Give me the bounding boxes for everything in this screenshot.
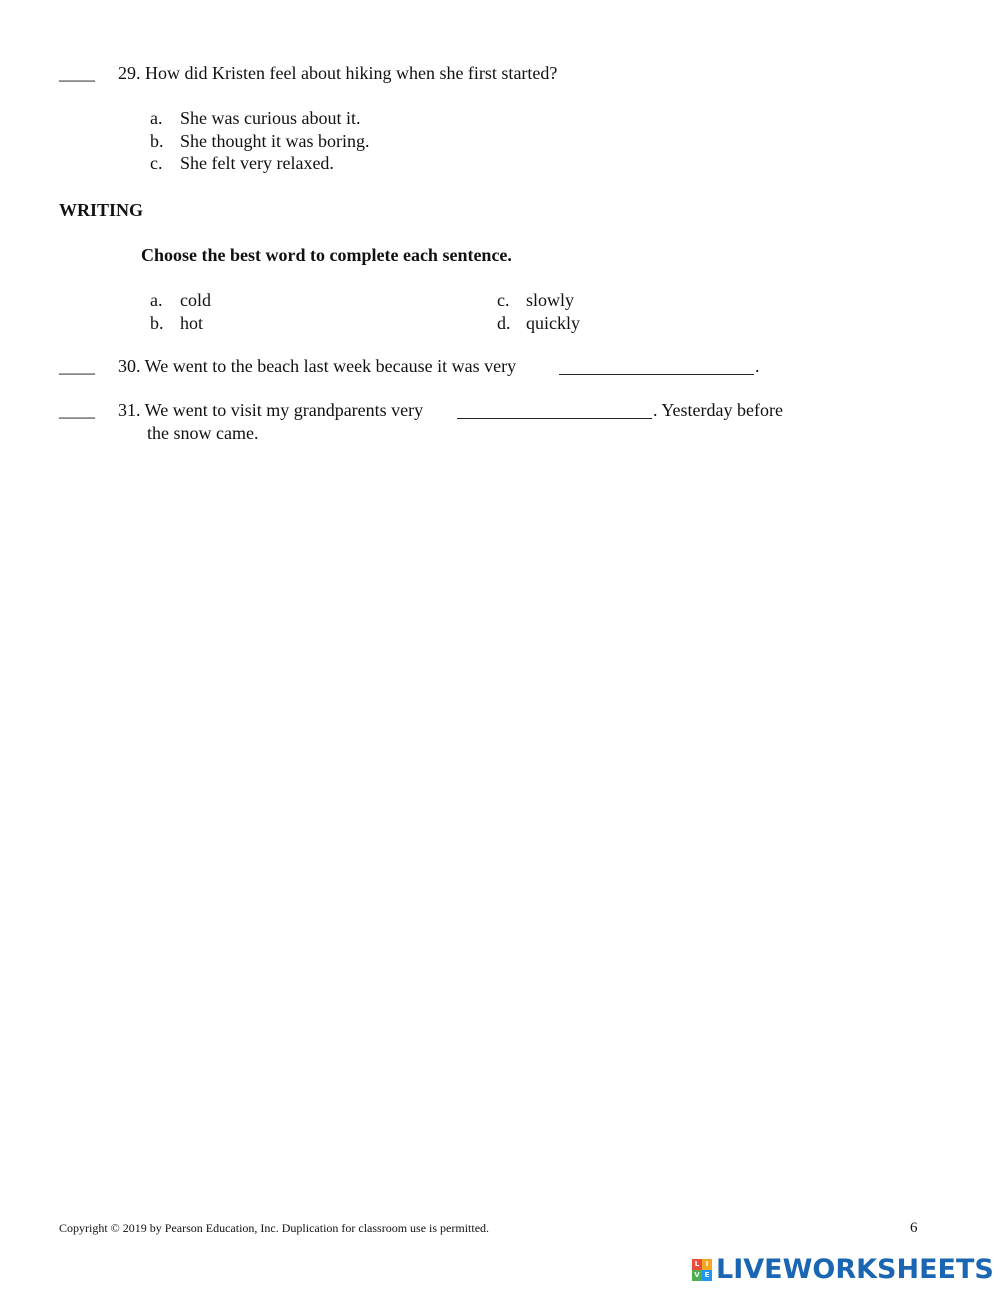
- option-29-a-text: She was curious about it.: [180, 108, 361, 128]
- fill-in-blank-30[interactable]: [559, 374, 754, 375]
- fill-in-blank-31[interactable]: [457, 418, 652, 419]
- option-29-a[interactable]: [150, 107, 163, 129]
- answer-blank-29[interactable]: ____: [59, 63, 95, 83]
- word-bank-item-b: hot: [180, 313, 204, 333]
- writing-instruction: Choose the best word to complete each sentence.: [141, 245, 512, 265]
- question-30-end: .: [755, 356, 760, 376]
- option-letter: b.: [150, 131, 164, 151]
- question-30-text: 30. We went to the beach last week because it was very: [118, 356, 517, 376]
- option-29-c[interactable]: [150, 152, 163, 174]
- section-heading-writing: WRITING: [59, 200, 144, 220]
- page-number: 6: [910, 1220, 918, 1236]
- word-bank-item-b-letter: b.: [150, 313, 164, 333]
- word-bank-item-c-letter: c.: [497, 290, 510, 310]
- word-bank-item-a-letter: a.: [150, 290, 163, 310]
- option-29-b-text: She thought it was boring.: [180, 131, 370, 151]
- logo-mark-v: V: [692, 1270, 702, 1281]
- copyright-notice: Copyright © 2019 by Pearson Education, Inc. Duplication for classroom use is permitted.: [59, 1221, 490, 1235]
- word-bank-item-d-letter: d.: [497, 313, 511, 333]
- word-bank-item-c: slowly: [526, 290, 575, 310]
- liveworksheets-logo-text: LIVEWORKSHEETS: [716, 1254, 994, 1285]
- question-29-text: 29. How did Kristen feel about hiking when she first started?: [118, 63, 558, 83]
- word-bank-item-d: quickly: [526, 313, 580, 333]
- logo-mark-e: E: [702, 1270, 712, 1281]
- liveworksheets-logo[interactable]: [692, 1255, 994, 1285]
- answer-blank-31[interactable]: ____: [59, 400, 95, 420]
- question-31-line2: the snow came.: [147, 423, 259, 443]
- liveworksheets-logo-icon: [692, 1259, 712, 1281]
- word-bank-item-a: cold: [180, 290, 211, 310]
- logo-mark-l: L: [692, 1259, 702, 1270]
- option-letter: c.: [150, 153, 163, 173]
- option-29-b[interactable]: [150, 130, 164, 152]
- answer-blank-30[interactable]: ____: [59, 356, 95, 376]
- option-29-c-text: She felt very relaxed.: [180, 153, 334, 173]
- question-31-text: 31. We went to visit my grandparents very: [118, 400, 424, 420]
- option-letter: a.: [150, 108, 163, 128]
- question-31-end: . Yesterday before: [653, 400, 783, 420]
- logo-mark-i: I: [702, 1259, 712, 1270]
